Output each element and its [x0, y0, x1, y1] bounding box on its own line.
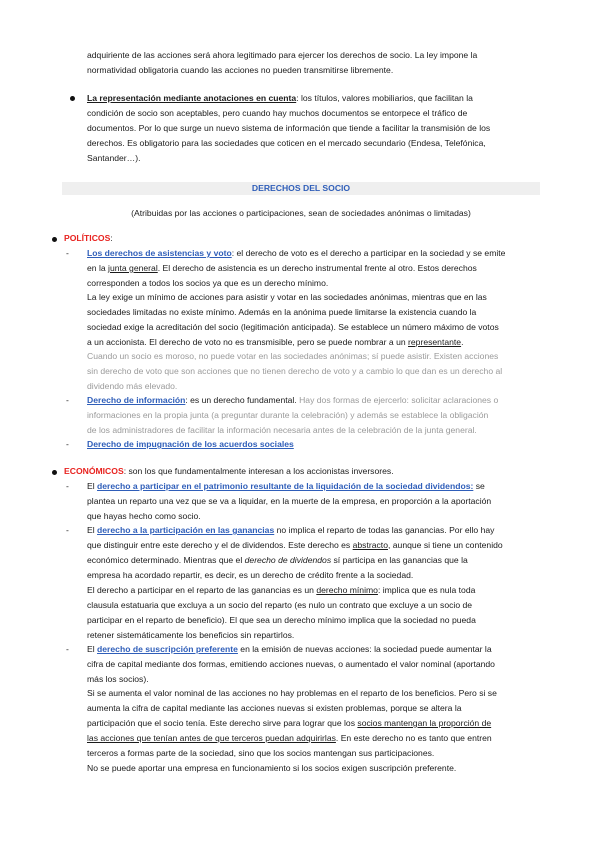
text-line: sociedad exige la acreditación del socio (legitimación anticipada). Se establece un número máximo de votos: [87, 322, 499, 332]
patrimonio-link[interactable]: derecho a participar en el patrimonio resultante de la liquidación de la sociedad dividendos:: [97, 481, 474, 491]
text-span: en la emisión de nuevas acciones: la sociedad puede aumentar la: [237, 644, 492, 654]
informacion-paragraph: [87, 393, 552, 438]
text-line: terceros a formas parte de la sociedad, sino que los socios mantengan sus participaciones.: [87, 748, 435, 758]
representacion-paragraph: [87, 91, 552, 166]
text-line: derechos. Es obligatorio para las sociedades que coticen en el mercado secundario (Endesa, Telefónica,: [87, 138, 486, 148]
underlined-term: las acciones que tenían antes de que terceros puedan adquirirlas: [87, 733, 336, 743]
ganancias-paragraph: [87, 523, 552, 643]
bullet-icon: [70, 96, 75, 101]
text-span: : los títulos, valores mobiliarios, que facilitan la: [296, 93, 473, 103]
voto-link[interactable]: Los derechos de asistencias y voto: [87, 248, 232, 258]
text-line: condición de socio son aceptables, pero cuando hay muchos documentos se entorpece el tráfico de: [87, 108, 468, 118]
text-line: documentos. Por lo que surge un nuevo sistema de información que tiende a facilitar la transmisión de los: [87, 123, 491, 133]
dash-marker: -: [66, 395, 69, 405]
text-line: retener sistemáticamente los beneficios sin repartirlos.: [87, 630, 295, 640]
underlined-term: representante: [408, 337, 462, 347]
text-span: : implica que es nula toda: [377, 585, 476, 595]
text-line: participar en el reparto de beneficio). El que sea un derecho mínimo implica que la sociedad no pueda: [87, 615, 476, 625]
underlined-term: derecho mínimo: [316, 585, 378, 595]
text-span: en la: [87, 263, 109, 273]
text-span: a un accionista. El derecho de voto no es transmisible, pero se puede nombrar a un: [87, 337, 409, 347]
dash-marker: -: [66, 644, 69, 654]
text-span: El: [87, 525, 98, 535]
patrimonio-paragraph: [87, 479, 552, 524]
text-line: dividendo más elevado.: [87, 381, 178, 391]
text-span: participación que el socio tenía. Este derecho sirve para lograr que los: [87, 718, 358, 728]
text-line: adquiriente de las acciones será ahora legitimado para ejercer los derechos de socio. La ley impone la: [87, 50, 478, 60]
text-line: Cuando un socio es moroso, no puede votar en las sociedades anónimas; sí puede asistir. Existen acciones: [87, 351, 499, 361]
text-span: , aunque si tiene un contenido: [387, 540, 503, 550]
voto-paragraph: [87, 246, 552, 291]
economicos-label: ECONÓMICOS: [64, 466, 124, 476]
section-heading: DERECHOS DEL SOCIO: [251, 183, 351, 193]
bullet-icon: [52, 237, 57, 242]
text-span: económico determinado. Mientras que el: [87, 555, 245, 565]
underlined-term: abstracto: [352, 540, 388, 550]
voto-paragraph-2: [87, 290, 552, 350]
text-line: sin derecho de voto que son acciones que no tienen derecho de voto y a cambio lo que dan es un derecho al: [87, 366, 503, 376]
text-span: : el derecho de voto es el derecho a participar en la sociedad y se emite: [231, 248, 506, 258]
text-span: El derecho a participar en el reparto de las ganancias es un: [87, 585, 317, 595]
underlined-term: socios mantengan la proporción de: [357, 718, 492, 728]
politicos-heading: [64, 231, 113, 246]
text-line: de los administradores de facilitar la información necesaria antes de la celebración de la junta general.: [87, 425, 477, 435]
dash-marker: -: [66, 481, 69, 491]
text-span: Hay dos formas de ejercerlo: solicitar aclaraciones o: [299, 395, 499, 405]
text-span: :: [110, 233, 113, 243]
text-span: El: [87, 481, 98, 491]
text-span: El: [87, 644, 98, 654]
text-line: clausula estatuaria que excluya a un socio del reparto (es nulo un contrato que excluye a un socio de: [87, 600, 473, 610]
text-span: . El derecho de asistencia es un derecho instrumental frente al otro. Estos derechos: [157, 263, 477, 273]
text-span: que distinguir entre este derecho y el de dividendos. Este derecho es: [87, 540, 353, 550]
suscripcion-paragraph-2: [87, 686, 552, 776]
text-line: que hayas hecho como socio.: [87, 511, 201, 521]
dash-marker: -: [66, 525, 69, 535]
text-span: . En este derecho no es tanto que entren: [335, 733, 492, 743]
text-span: sí participa en las ganancias que la: [331, 555, 468, 565]
text-line: La ley exige un mínimo de acciones para asistir y votar en las sociedades anónimas, mientras que en las: [87, 292, 487, 302]
ganancias-link[interactable]: derecho a la participación en las ganancias: [97, 525, 275, 535]
italic-term: derecho de dividendos: [244, 555, 332, 565]
text-span: .: [461, 337, 464, 347]
text-line: Santander…).: [87, 153, 141, 163]
text-line: empresa ha acordado repartir, es decir, es un derecho de crédito frente a la sociedad.: [87, 570, 414, 580]
text-line: corresponden a todos los socios ya que es un derecho mínimo.: [87, 278, 329, 288]
text-span: : es un derecho fundamental.: [185, 395, 300, 405]
underlined-term: junta general: [108, 263, 158, 273]
text-line: plantea un reparto una vez que se va a liquidar, en la muerte de la empresa, en proporción a la aportación: [87, 496, 492, 506]
politicos-label: POLÍTICOS: [64, 233, 111, 243]
text-line: más los socios).: [87, 674, 149, 684]
intro-paragraph: [87, 48, 552, 78]
text-line: normatividad obligatoria cuando las acciones no pueden transmitirse libremente.: [87, 65, 394, 75]
text-span: se: [473, 481, 485, 491]
impugnacion-link[interactable]: Derecho de impugnación de los acuerdos sociales: [87, 439, 294, 449]
dash-marker: -: [66, 248, 69, 258]
bullet-icon: [52, 470, 57, 475]
suscripcion-paragraph: [87, 642, 552, 687]
text-line: No se puede aportar una empresa en funcionamiento si los socios exigen suscripción preferente.: [87, 763, 457, 773]
section-subtitle: (Atribuidas por las acciones o participaciones, sean de sociedades anónimas o limitadas): [131, 208, 471, 218]
text-line: sociedades limitadas no existe mínimo. Además en la anónima puede limitarse la existencia cuando la: [87, 307, 477, 317]
text-line: cifra de capital mediante dos formas, emitiendo acciones nuevas, o aumentado el valor nominal (aportando: [87, 659, 495, 669]
dash-marker: -: [66, 439, 69, 449]
text-line: Si se aumenta el valor nominal de las acciones no hay problemas en el reparto de los beneficios. Pero si se: [87, 688, 497, 698]
text-line: informaciones en la propia junta (a preguntar durante la celebración) y además se establece la obligación: [87, 410, 489, 420]
impugnacion-item: [87, 437, 552, 452]
text-span: no implica el reparto de todas las ganancias. Por ello hay: [274, 525, 495, 535]
informacion-link[interactable]: Derecho de información: [87, 395, 186, 405]
economicos-heading: [64, 464, 394, 479]
voto-note-paragraph: [87, 349, 552, 394]
representacion-title: La representación mediante anotaciones en cuenta: [87, 93, 297, 103]
text-line: aumenta la cifra de capital mediante las acciones nuevas si existen problemas, porque se altera la: [87, 703, 462, 713]
suscripcion-link[interactable]: derecho de suscripción preferente: [97, 644, 238, 654]
text-span: : son los que fundamentalmente interesan a los accionistas inversores.: [123, 466, 394, 476]
